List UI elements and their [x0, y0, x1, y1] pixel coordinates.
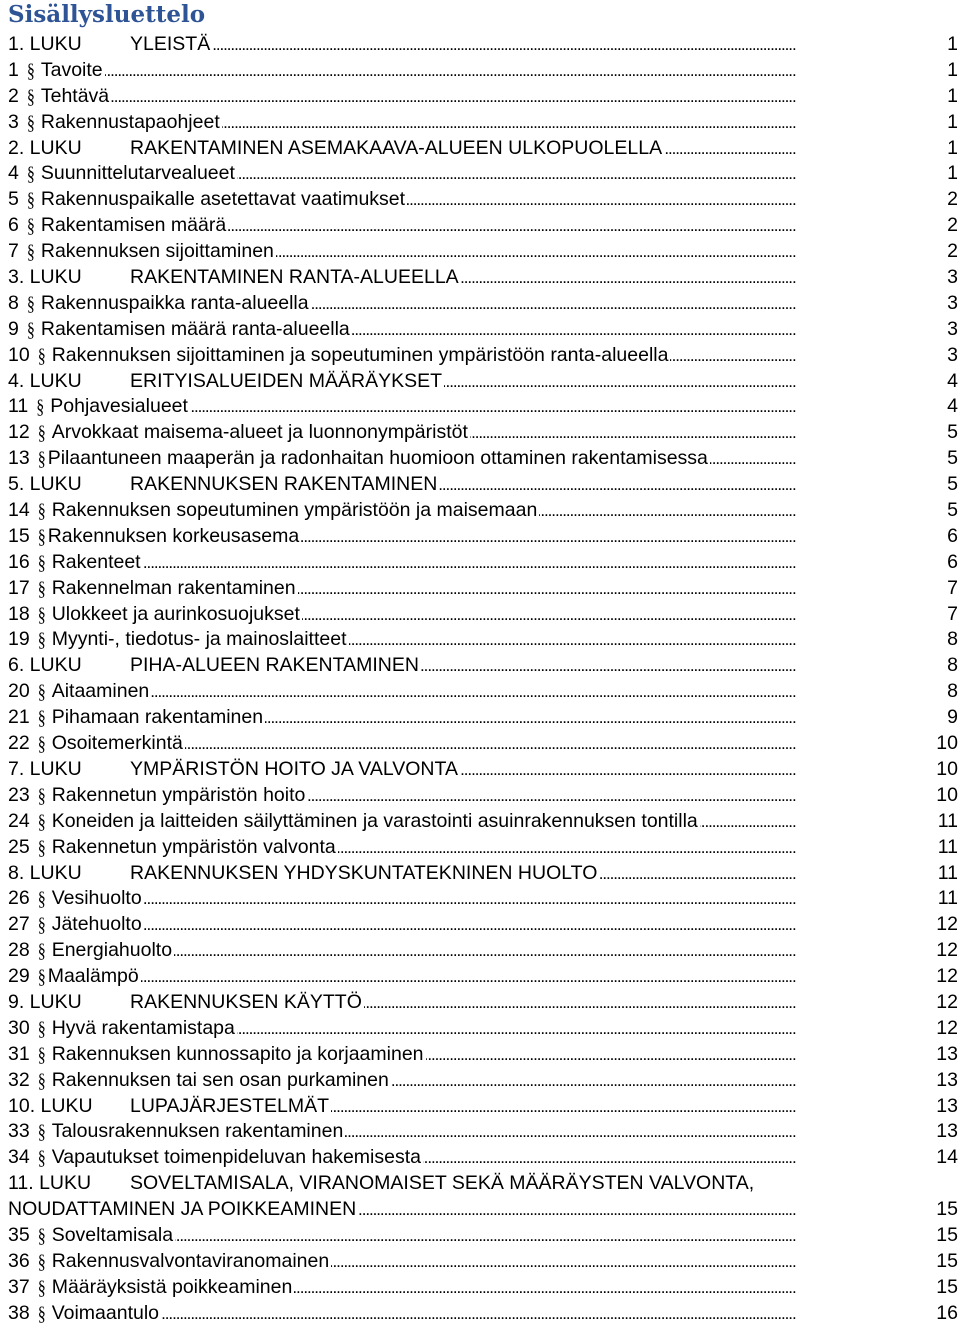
section-sign-icon: §	[37, 682, 46, 704]
toc-section-row[interactable]	[0, 1042, 960, 1068]
section-title: Rakennuksen sijoittaminen	[40, 240, 274, 263]
page-number: 1	[944, 32, 958, 58]
section-title: Pilaantuneen maaperän ja radonhaitan huomioon ottaminen rakentamisessa	[47, 447, 708, 470]
section-sign-icon: §	[37, 785, 46, 807]
toc-section-row[interactable]	[0, 187, 960, 213]
section-title: Vapautukset toimenpideluvan hakemisesta	[51, 1146, 421, 1169]
toc-entry-label	[8, 317, 352, 344]
toc-entry-label	[8, 627, 349, 654]
chapter-number: 3. LUKU	[8, 266, 82, 289]
section-sign-icon: §	[37, 940, 46, 963]
toc-section-row[interactable]	[0, 58, 960, 84]
section-title: Arvokkaat maisema-alueet ja luonnonympäristöt	[51, 421, 468, 444]
toc-entry-label	[8, 912, 144, 939]
section-number: 2	[8, 84, 19, 107]
section-number: 16	[8, 550, 30, 573]
toc-entry-label	[8, 1145, 423, 1172]
toc-entry-label	[8, 524, 301, 551]
section-number: 9	[8, 317, 19, 340]
toc-entry-label	[8, 110, 222, 137]
toc-entry-label	[8, 1275, 294, 1302]
toc-entry-label	[8, 809, 700, 836]
chapter-number: 1. LUKU	[8, 33, 82, 55]
toc-chapter-row[interactable]	[0, 757, 960, 783]
section-title: Pihamaan rakentaminen	[51, 706, 264, 729]
toc-chapter-row[interactable]	[0, 369, 960, 395]
section-title: Rakennuspaikalle asetettavat vaatimukset	[40, 188, 406, 211]
chapter-number: 9. LUKU	[8, 990, 82, 1013]
page-number: 7	[944, 602, 958, 628]
section-title: Rakentamisen määrä ranta-alueella	[40, 317, 350, 340]
toc-section-row[interactable]	[0, 446, 960, 472]
toc-entry-label	[8, 1068, 391, 1095]
toc-section-row[interactable]	[0, 938, 960, 964]
section-number: 3	[8, 110, 19, 133]
section-title: Energiahuolto	[51, 939, 173, 962]
toc-entry-label	[8, 187, 407, 214]
toc-section-row[interactable]	[0, 1301, 960, 1327]
section-sign-icon: §	[37, 630, 46, 652]
page-number: 2	[944, 213, 958, 239]
chapter-title: LUPAJÄRJESTELMÄT	[130, 1094, 330, 1117]
section-sign-icon: §	[37, 578, 46, 600]
toc-section-row[interactable]	[0, 835, 960, 861]
page-number: 6	[944, 550, 958, 576]
toc-section-row[interactable]	[0, 1068, 960, 1094]
page-number: 8	[944, 653, 958, 679]
toc-entry-label	[8, 1016, 237, 1043]
section-title: Rakennuspaikka ranta-alueella	[40, 291, 309, 314]
section-number: 19	[8, 628, 30, 651]
page-number: 2	[944, 239, 958, 265]
toc-entry-label	[8, 990, 364, 1016]
page-number: 13	[933, 1119, 958, 1145]
section-sign-icon: §	[26, 60, 35, 82]
section-sign-icon: §	[37, 811, 46, 833]
chapter-title: PIHA-ALUEEN RAKENTAMINEN	[130, 654, 419, 677]
section-sign-icon: §	[37, 1277, 46, 1299]
page-number: 4	[944, 394, 958, 420]
toc-entry-label	[8, 576, 298, 603]
toc-entry-label	[8, 886, 144, 913]
toc-section-row[interactable]	[0, 886, 960, 912]
section-number: 35	[8, 1223, 30, 1246]
chapter-number: 4. LUKU	[8, 369, 82, 392]
section-title: Voimaantulo	[51, 1301, 160, 1324]
section-title: Rakenteet	[51, 550, 141, 573]
section-title: Rakennuksen tai sen osan purkaminen	[51, 1068, 389, 1091]
toc-section-row[interactable]	[0, 964, 960, 990]
chapter-title: RAKENNUKSEN YHDYSKUNTATEKNINEN HUOLTO	[130, 861, 598, 884]
page-number: 11	[935, 809, 958, 835]
section-title: Ulokkeet ja aurinkosuojukset	[51, 602, 300, 625]
toc-section-row[interactable]	[0, 1249, 960, 1275]
toc-entry-label	[8, 1171, 756, 1197]
toc-entry-label	[8, 964, 141, 991]
page-number: 15	[933, 1275, 958, 1301]
toc-entry-label	[8, 1094, 331, 1120]
toc-title: Sisällysluettelo	[8, 1, 206, 28]
chapter-title: RAKENTAMINEN ASEMAKAAVA-ALUEEN ULKOPUOLELLA	[130, 136, 663, 159]
chapter-number: 11. LUKU	[8, 1172, 92, 1195]
section-number: 23	[8, 783, 30, 806]
section-sign-icon: §	[37, 837, 46, 859]
chapter-number: 7. LUKU	[8, 757, 82, 780]
toc-section-row[interactable]	[0, 809, 960, 835]
section-number: 24	[8, 809, 30, 832]
toc-section-row[interactable]	[0, 317, 960, 343]
dot-leader	[8, 84, 942, 110]
toc-entry-label	[8, 653, 421, 679]
toc-entry-label	[8, 602, 302, 629]
section-number: 8	[8, 291, 19, 314]
section-sign-icon: §	[37, 1303, 46, 1325]
section-sign-icon: §	[26, 190, 35, 212]
page-number: 16	[933, 1301, 958, 1327]
section-sign-icon: §	[37, 526, 46, 548]
page-number: 9	[944, 705, 958, 731]
page-number: 11	[935, 861, 958, 887]
toc-entry-label	[8, 420, 470, 447]
page-number: 11	[935, 835, 958, 861]
section-title: Pohjavesialueet	[50, 395, 188, 418]
section-number: 22	[8, 732, 30, 755]
page-number: 12	[933, 964, 958, 990]
toc-chapter-row[interactable]	[0, 472, 960, 498]
page-number: 12	[933, 1016, 958, 1042]
page-number: 15	[933, 1197, 958, 1223]
chapter-title: YLEISTÄ	[130, 33, 211, 55]
section-title: Rakennelman rakentaminen	[51, 576, 296, 599]
page-number: 14	[933, 1145, 958, 1171]
toc-entry-label	[8, 757, 460, 783]
toc-section-row[interactable]	[0, 1016, 960, 1042]
toc-entry-label	[8, 498, 539, 525]
dot-leader	[8, 964, 942, 990]
toc-entry-label	[8, 1197, 358, 1223]
dot-leader	[8, 886, 942, 912]
toc-entry-label	[8, 265, 461, 291]
section-sign-icon: §	[37, 604, 46, 626]
toc-entry-label	[8, 239, 276, 266]
page-number: 3	[944, 291, 958, 317]
toc-entry-label	[8, 705, 265, 732]
toc-entry-label	[8, 731, 185, 758]
section-sign-icon: §	[26, 319, 35, 341]
section-number: 5	[8, 188, 19, 211]
section-number: 30	[8, 1016, 30, 1039]
section-sign-icon: §	[37, 733, 46, 756]
section-title: Rakennustapaohjeet	[40, 110, 220, 133]
chapter-title: RAKENTAMINEN RANTA-ALUEELLA	[130, 266, 459, 289]
section-title: Aitaaminen	[51, 680, 150, 703]
page-number: 10	[933, 783, 958, 809]
page-number: 8	[944, 679, 958, 705]
toc-chapter-row[interactable]	[0, 861, 960, 887]
toc-section-row[interactable]	[0, 1145, 960, 1171]
page-number: 11	[935, 886, 958, 912]
toc-entry-label	[8, 861, 599, 887]
section-title: Tavoite	[40, 58, 103, 81]
toc-section-row[interactable]	[0, 550, 960, 576]
section-number: 26	[8, 887, 30, 910]
dot-leader	[8, 58, 942, 84]
page-number: 1	[944, 110, 958, 136]
section-title: Rakennuksen sopeutuminen ympäristöön ja maisemaan	[51, 499, 538, 522]
section-sign-icon: §	[37, 552, 46, 574]
toc-entry-label	[8, 1249, 331, 1276]
toc-entry-label	[8, 343, 670, 370]
section-number: 33	[8, 1120, 30, 1143]
toc-section-row[interactable]	[0, 110, 960, 136]
chapter-number: 8. LUKU	[8, 861, 82, 884]
toc-section-row[interactable]	[0, 679, 960, 705]
page-number: 13	[933, 1094, 958, 1120]
section-number: 4	[8, 162, 19, 185]
chapter-title: YMPÄRISTÖN HOITO JA VALVONTA	[130, 757, 458, 780]
section-number: 37	[8, 1275, 30, 1298]
page-number: 13	[933, 1068, 958, 1094]
toc-chapter-row[interactable]	[0, 1197, 960, 1223]
toc-entry-label	[8, 58, 105, 85]
toc-entry-label	[8, 213, 228, 240]
toc-chapter-row[interactable]	[0, 136, 960, 162]
section-title: Suunnittelutarvealueet	[40, 162, 235, 185]
page-number: 1	[944, 58, 958, 84]
dot-leader	[8, 912, 942, 938]
toc-entry-label	[8, 394, 190, 421]
page-number: 5	[944, 472, 958, 498]
toc-chapter-row[interactable]	[0, 1094, 960, 1120]
toc-entry-label	[8, 1223, 175, 1250]
toc-section-row[interactable]	[0, 1119, 960, 1145]
toc-entry-label	[8, 1042, 426, 1069]
chapter-number: 10. LUKU	[8, 1094, 93, 1117]
section-sign-icon: §	[37, 423, 46, 445]
page-number: 3	[944, 265, 958, 291]
page-number: 1	[944, 84, 958, 110]
chapter-number: 5. LUKU	[8, 473, 82, 496]
section-title: Rakennuksen kunnossapito ja korjaaminen	[51, 1042, 424, 1065]
section-sign-icon: §	[26, 164, 35, 186]
toc-list	[0, 32, 960, 1327]
section-sign-icon: §	[26, 241, 35, 264]
section-title: Rakennuksen sijoittaminen ja sopeutuminen ympäristöön ranta-alueella	[51, 343, 669, 366]
page-number: 15	[933, 1249, 958, 1275]
toc-section-row[interactable]	[0, 498, 960, 524]
toc-section-row[interactable]	[0, 602, 960, 628]
toc-chapter-row[interactable]	[0, 1171, 960, 1197]
page-number: 5	[944, 420, 958, 446]
section-number: 11	[8, 395, 29, 418]
section-title: Tehtävä	[40, 84, 110, 107]
section-sign-icon: §	[37, 1225, 46, 1247]
toc-section-row[interactable]	[0, 731, 960, 757]
toc-section-row[interactable]	[0, 161, 960, 187]
toc-entry-label	[8, 550, 143, 577]
toc-section-row[interactable]	[0, 912, 960, 938]
page-number: 1	[944, 161, 958, 187]
page-number: 6	[944, 524, 958, 550]
section-title: Koneiden ja laitteiden säilyttäminen ja varastointi asuinrakennuksen tontilla	[51, 809, 698, 832]
toc-entry-label	[8, 291, 311, 318]
toc-entry-label	[8, 84, 111, 111]
section-title: Rakennetun ympäristön hoito	[51, 783, 306, 806]
toc-section-row[interactable]	[0, 84, 960, 110]
section-title: Maalämpö	[47, 965, 139, 988]
toc-entry-label	[8, 1119, 345, 1146]
section-sign-icon: §	[26, 215, 35, 238]
page-number: 2	[944, 187, 958, 213]
toc-section-row[interactable]	[0, 1275, 960, 1301]
chapter-number: 6. LUKU	[8, 654, 82, 677]
toc-entry-label	[8, 1301, 161, 1328]
section-sign-icon: §	[37, 707, 46, 730]
toc-section-row[interactable]	[0, 291, 960, 317]
section-title: Rakentamisen määrä	[40, 214, 227, 237]
toc-section-row[interactable]	[0, 576, 960, 602]
section-number: 13	[8, 447, 30, 470]
toc-section-row[interactable]	[0, 343, 960, 369]
section-title: Jätehuolto	[51, 913, 142, 936]
chapter-title: RAKENNUKSEN RAKENTAMINEN	[130, 473, 438, 496]
section-title: Rakennetun ympäristön valvonta	[51, 835, 336, 858]
page-number: 12	[933, 912, 958, 938]
page-number: 5	[944, 498, 958, 524]
page-number: 13	[933, 1042, 958, 1068]
section-number: 25	[8, 835, 30, 858]
toc-chapter-row[interactable]	[0, 990, 960, 1016]
page-number: 3	[944, 343, 958, 369]
section-title: Talousrakennuksen rakentaminen	[51, 1120, 344, 1143]
section-number: 34	[8, 1146, 30, 1169]
section-number: 20	[8, 680, 30, 703]
section-number: 17	[8, 576, 30, 599]
chapter-title: SOVELTAMISALA, VIRANOMAISET SEKÄ MÄÄRÄYSTEN VALVONTA,	[130, 1172, 755, 1195]
section-number: 12	[8, 421, 30, 444]
section-number: 10	[8, 343, 30, 366]
section-number: 27	[8, 913, 30, 936]
toc-section-row[interactable]	[0, 783, 960, 809]
dot-leader	[8, 550, 942, 576]
section-title: Vesihuolto	[51, 887, 142, 910]
section-sign-icon: §	[37, 966, 46, 989]
toc-entry-label	[8, 136, 664, 162]
page-number: 10	[933, 731, 958, 757]
section-number: 7	[8, 240, 19, 263]
toc-section-row[interactable]	[0, 1223, 960, 1249]
section-sign-icon: §	[37, 1122, 46, 1144]
toc-section-row[interactable]	[0, 420, 960, 446]
chapter-title: RAKENNUKSEN KÄYTTÖ	[130, 990, 362, 1013]
page-number: 3	[944, 317, 958, 343]
section-sign-icon: §	[37, 1148, 46, 1170]
toc-section-row[interactable]	[0, 394, 960, 420]
toc-chapter-row[interactable]	[0, 653, 960, 679]
section-sign-icon: §	[37, 1070, 46, 1092]
page-number: 12	[933, 938, 958, 964]
chapter-title: ERITYISALUEIDEN MÄÄRÄYKSET	[130, 369, 443, 392]
toc-chapter-row[interactable]	[0, 32, 960, 58]
section-sign-icon: §	[26, 112, 35, 134]
page-number: 8	[944, 627, 958, 653]
section-sign-icon: §	[37, 915, 46, 937]
page-number: 4	[944, 369, 958, 395]
page-number: 12	[933, 990, 958, 1016]
section-number: 18	[8, 602, 30, 625]
section-sign-icon: §	[37, 345, 46, 367]
section-number: 28	[8, 939, 30, 962]
toc-entry-label	[8, 472, 439, 498]
section-title: Rakennusvalvontaviranomainen	[51, 1249, 330, 1272]
page-number: 1	[944, 136, 958, 162]
toc-entry-label	[8, 783, 307, 810]
section-sign-icon: §	[37, 449, 46, 471]
page-number: 7	[944, 576, 958, 602]
section-sign-icon: §	[37, 1044, 46, 1066]
toc-section-row[interactable]	[0, 705, 960, 731]
section-number: 1	[8, 58, 19, 81]
toc-section-row[interactable]	[0, 213, 960, 239]
toc-entry-label	[8, 32, 212, 58]
toc-entry-label	[8, 446, 710, 473]
page-number: 15	[933, 1223, 958, 1249]
section-sign-icon: §	[37, 889, 46, 911]
toc-entry-label	[8, 369, 444, 395]
section-title: Määräyksistä poikkeaminen	[51, 1275, 293, 1298]
page-number: 5	[944, 446, 958, 472]
section-number: 21	[8, 706, 30, 729]
toc-entry-label	[8, 938, 174, 965]
page-number: 10	[933, 757, 958, 783]
section-sign-icon: §	[36, 397, 45, 419]
toc-section-row[interactable]	[0, 627, 960, 653]
section-title: Hyvä rakentamistapa	[51, 1016, 235, 1039]
section-number: 6	[8, 214, 19, 237]
section-sign-icon: §	[37, 500, 46, 523]
toc-entry-label	[8, 679, 151, 706]
toc-entry-label	[8, 161, 237, 188]
section-title: Osoitemerkintä	[51, 732, 183, 755]
section-number: 15	[8, 524, 30, 547]
toc-section-row[interactable]	[0, 239, 960, 265]
section-sign-icon: §	[37, 1018, 46, 1040]
section-title: Rakennuksen korkeusasema	[47, 524, 300, 547]
section-title: Myynti-, tiedotus- ja mainoslaitteet	[51, 628, 347, 651]
section-sign-icon: §	[26, 293, 35, 315]
toc-section-row[interactable]	[0, 524, 960, 550]
section-number: 31	[8, 1042, 30, 1065]
section-sign-icon: §	[26, 86, 35, 108]
section-number: 14	[8, 499, 30, 522]
toc-entry-label	[8, 835, 338, 862]
chapter-number: 2. LUKU	[8, 136, 82, 159]
section-number: 32	[8, 1068, 30, 1091]
section-title: Soveltamisala	[51, 1223, 174, 1246]
chapter-title: NOUDATTAMINEN JA POIKKEAMINEN	[8, 1198, 357, 1221]
toc-chapter-row[interactable]	[0, 265, 960, 291]
section-number: 36	[8, 1249, 30, 1272]
section-number: 29	[8, 965, 30, 988]
section-number: 38	[8, 1301, 30, 1324]
section-sign-icon: §	[37, 1251, 46, 1273]
